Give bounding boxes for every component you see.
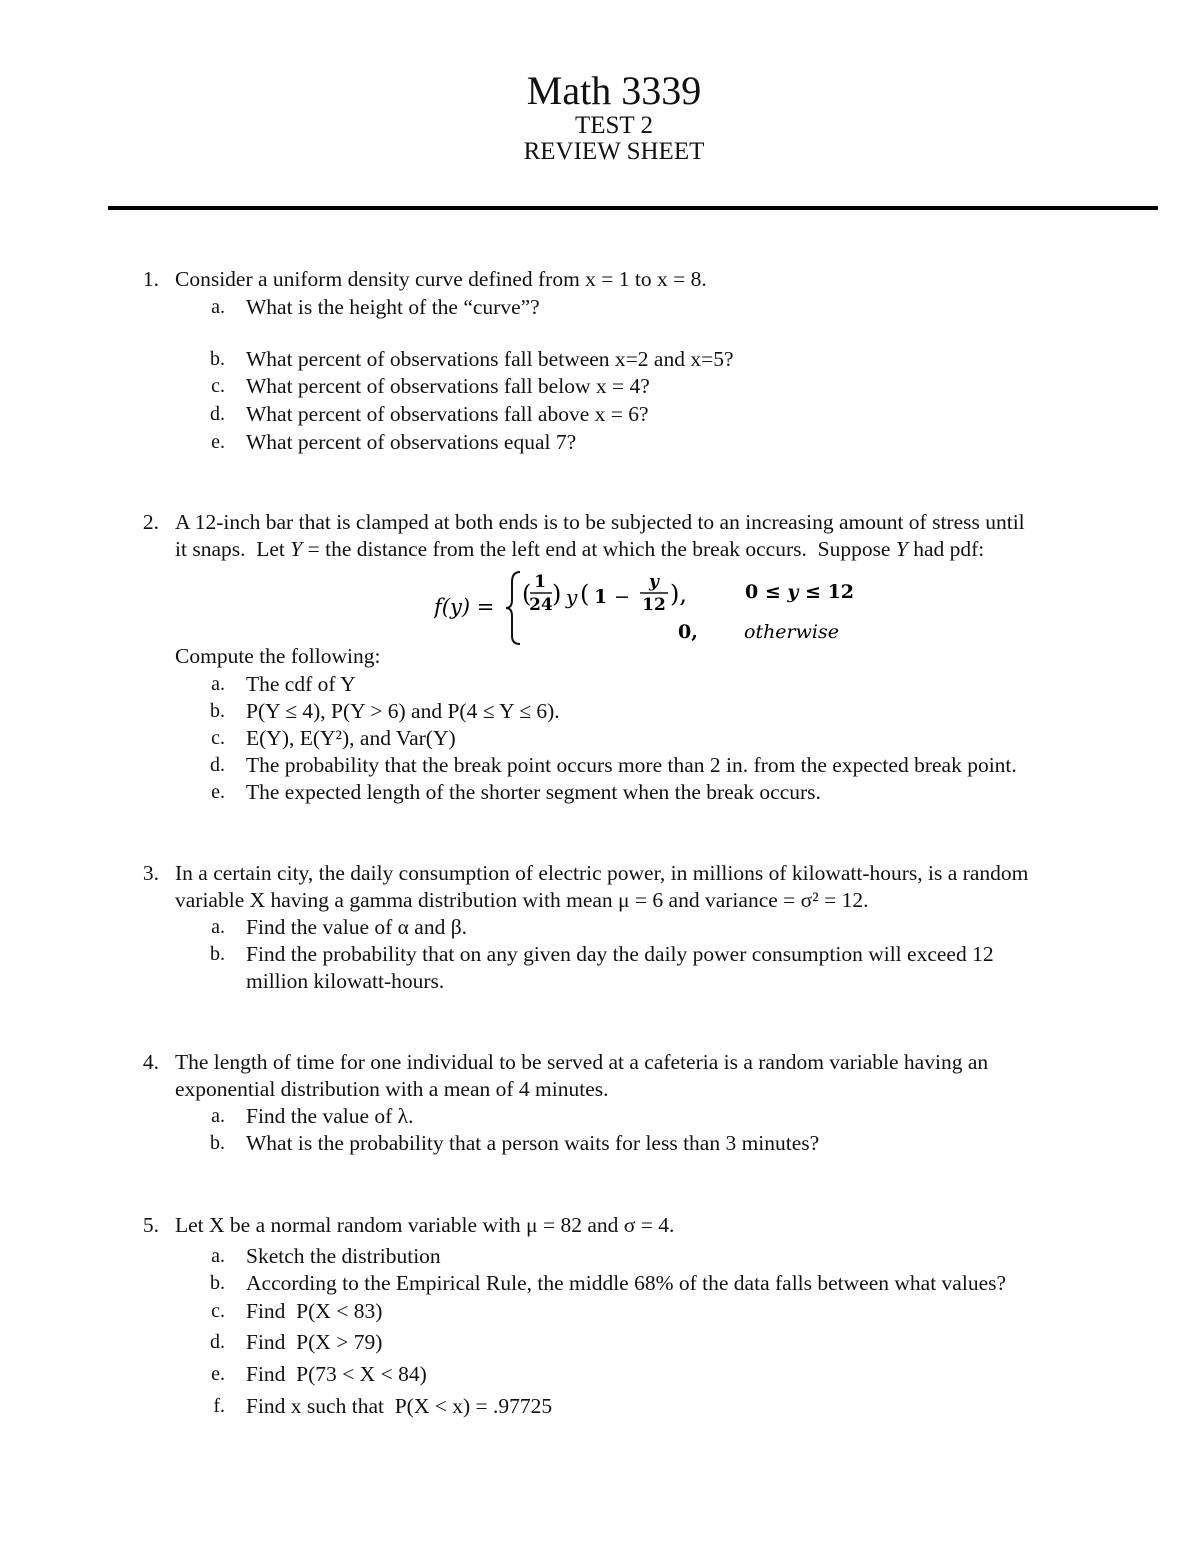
part-text: The cdf of Y [246,672,356,696]
part-text: Find P(73 < X < 84) [246,1362,427,1386]
part-text: P(Y ≤ 4), P(Y > 6) and P(4 ≤ Y ≤ 6). [246,699,560,723]
part-label: a. [211,296,225,318]
part-text: What percent of observations fall below x = 4? [246,374,650,398]
part-label: e. [211,781,225,803]
part-label: a. [211,1105,225,1127]
problem-number: 5. [142,1213,159,1237]
problem-stem-line2: variable X having a gamma distribution with mean μ = 6 and variance = σ² = 12. [175,888,869,912]
part-label: c. [211,727,225,749]
case2-expression: 0, [678,621,698,643]
part-label: e. [211,431,225,453]
problem-stem: Consider a uniform density curve defined from x = 1 to x = 8. [175,267,707,291]
part-text: According to the Empirical Rule, the middle 68% of the data falls between what values? [246,1271,1007,1295]
variable-y: y [566,585,578,609]
part-label: b. [210,943,225,965]
part-text: What percent of observations fall above x = 6? [246,402,649,426]
problem-number: 1. [142,267,159,291]
part-label: d. [210,403,225,425]
case-brace [506,572,520,644]
problem-stem-line1: A 12-inch bar that is clamped at both ends is to be subjected to an increasing amount of stress until [175,510,1025,534]
minus-sign: − [614,586,630,608]
case2-condition: otherwise [744,621,839,643]
part-text-continued: million kilowatt-hours. [246,969,445,993]
part-text: The expected length of the shorter segment when the break occurs. [246,780,821,804]
variable-y: Y [895,537,908,561]
course-title: Math 3339 [526,68,702,113]
part-text: E(Y), E(Y²), and Var(Y) [246,726,456,750]
stem-text: it snaps. Let [175,537,291,561]
stem-text: had pdf: [907,537,985,561]
formula-lhs: f(y) = [434,595,495,619]
part-label: a. [211,673,225,695]
part-label: d. [210,1331,225,1353]
problem-stem-line2 [175,536,984,563]
problem-number: 3. [142,861,159,885]
part-text: Find the value of λ. [246,1104,414,1128]
problem-number: 4. [142,1050,159,1074]
case1-condition: 0 ≤ y ≤ 12 [745,581,855,603]
problem-number: 2. [142,510,159,534]
paren-close: ), [670,580,687,608]
part-label: a. [211,916,225,938]
part-text: What percent of observations fall between x=2 and x=5? [246,347,734,371]
test-title: TEST 2 [574,112,653,139]
problem-stem-line2: exponential distribution with a mean of 4 minutes. [175,1077,609,1101]
problem-stem-line1: In a certain city, the daily consumption of electric power, in millions of kilowatt-hours, is a random [175,861,1029,885]
stem-text: = the distance from the left end at which the break occurs. Suppose [302,537,896,561]
part-label: a. [211,1245,225,1267]
part-text: What percent of observations equal 7? [246,430,577,454]
paren-close: ) [552,580,562,608]
part-label: f. [213,1395,225,1417]
paren-open: ( [522,580,532,608]
frac-denominator: 24 [529,595,553,615]
part-text: What is the probability that a person waits for less than 3 minutes? [246,1131,820,1155]
frac-numerator: y [649,572,659,592]
part-text: Sketch the distribution [246,1244,441,1268]
variable-y: Y [290,537,303,561]
part-text: Find P(X > 79) [246,1330,383,1354]
part-label: b. [210,1272,225,1294]
header-divider [108,206,1158,210]
part-text: The probability that the break point occurs more than 2 in. from the expected break point. [246,753,1017,777]
part-text: Find the probability that on any given day the daily power consumption will exceed 12 [246,942,994,966]
problem-stem-line1: The length of time for one individual to be served at a cafeteria is a random variable having an [175,1050,989,1074]
part-label: b. [210,348,225,370]
problem-stem: Let X be a normal random variable with μ = 82 and σ = 4. [175,1213,675,1237]
part-text: Find P(X < 83) [246,1299,383,1323]
frac-denominator: 12 [642,595,666,615]
part-label: b. [210,700,225,722]
sheet-title: REVIEW SHEET [523,138,705,165]
part-label: d. [210,754,225,776]
part-text: Find the value of α and β. [246,915,468,939]
one: 1 [594,586,608,608]
part-label: e. [211,1363,225,1385]
paren-open: ( [580,580,590,608]
part-label: b. [210,1132,225,1154]
part-label: c. [211,375,225,397]
pdf-formula [434,566,874,650]
part-text: Find x such that P(X < x) = .97725 [246,1394,553,1418]
part-label: c. [211,1300,225,1322]
frac-numerator: 1 [534,572,546,592]
part-text: What is the height of the “curve”? [246,295,540,319]
compute-text: Compute the following: [175,644,381,668]
